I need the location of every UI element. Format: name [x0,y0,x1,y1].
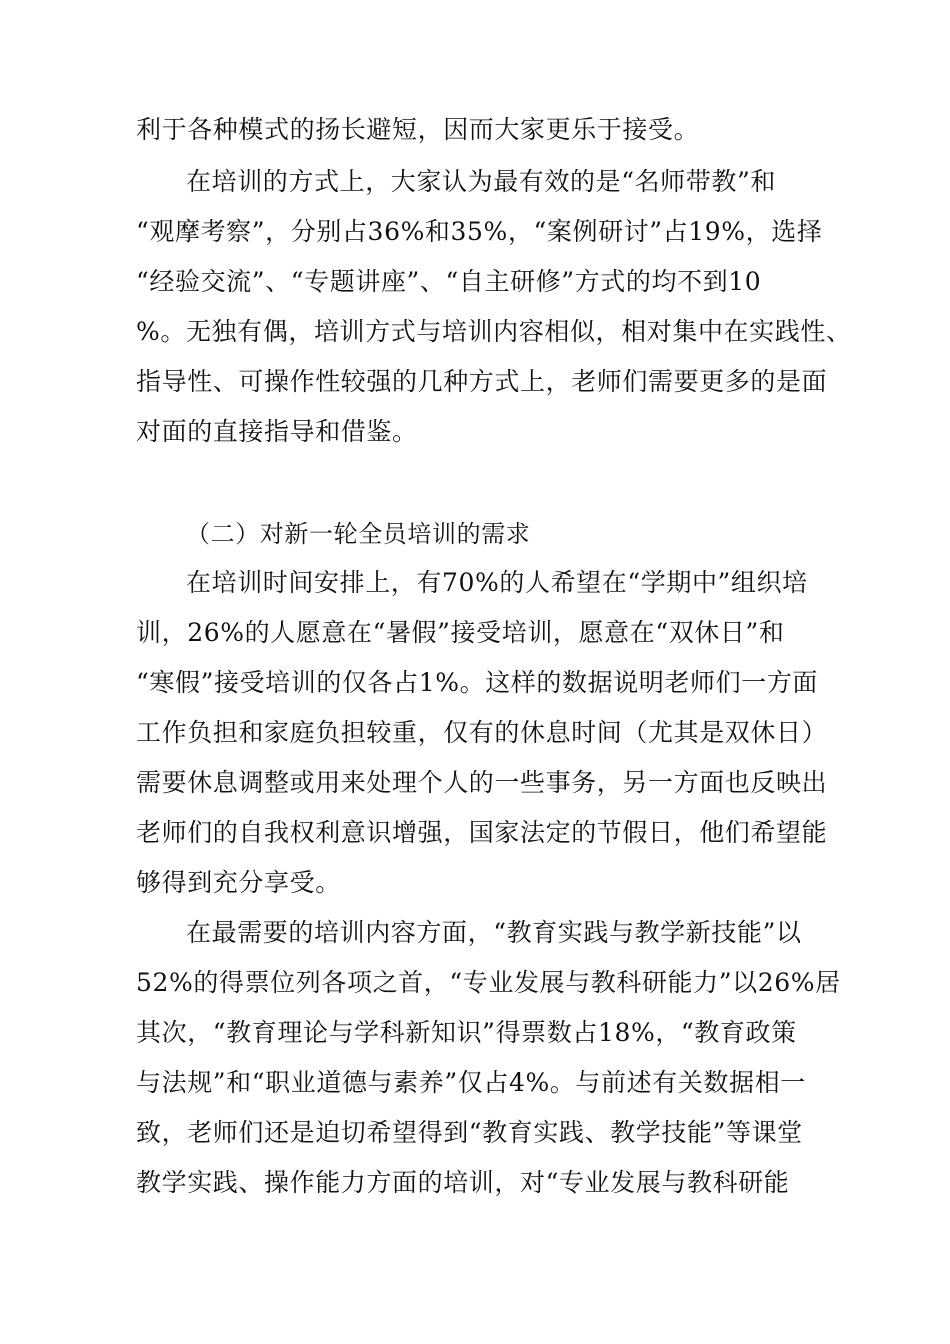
text-line: “经验交流”、“专题讲座”、“自主研修”方式的均不到10 [136,267,762,296]
text-line: 在培训时间安排上，有70%的人希望在“学期中”组织培 [186,568,808,597]
section-heading: （二）对新一轮全员培训的需求 [186,520,531,548]
text-line: 教学实践、操作能力方面的培训，对“专业发展与教科研能 [136,1168,790,1197]
text-line: 老师们的自我权利意识增强，国家法定的节假日，他们希望能 [136,818,828,847]
text-line: “寒假”接受培训的仅各占1%。这样的数据说明老师们一方面 [136,668,819,697]
text-line: 训，26%的人愿意在“暑假”接受培训，愿意在“双休日”和 [136,618,785,647]
text-line: “观摩考察”，分别占36%和35%，“案例研讨”占19%，选择 [136,217,823,246]
text-line: 与法规”和“职业道德与素养”仅占4%。与前述有关数据相一 [136,1068,806,1097]
text-line: 对面的直接指导和借鉴。 [136,417,418,446]
text-line: 52%的得票位列各项之首，“专业发展与教科研能力”以26%居 [136,968,841,997]
text-line: 工作负担和家庭负担较重，仅有的休息时间（尤其是双休日） [136,718,828,747]
text-line: 在培训的方式上，大家认为最有效的是“名师带教”和 [186,167,776,196]
text-line: 其次，“教育理论与学科新知识”得票数占18%，“教育政策 [136,1018,797,1047]
text-line: 需要休息调整或用来处理个人的一些事务，另一方面也反映出 [136,768,828,797]
text-line: %。无独有偶，培训方式与培训内容相似，相对集中在实践性、 [136,317,852,346]
text-line: 利于各种模式的扬长避短，因而大家更乐于接受。 [136,115,700,144]
text-line: 指导性、可操作性较强的几种方式上，老师们需要更多的是面 [136,367,828,396]
text-line: 在最需要的培训内容方面，“教育实践与教学新技能”以 [186,918,802,947]
text-line: 够得到充分享受。 [136,868,341,897]
text-line: 致，老师们还是迫切希望得到“教育实践、教学技能”等课堂 [136,1118,803,1147]
